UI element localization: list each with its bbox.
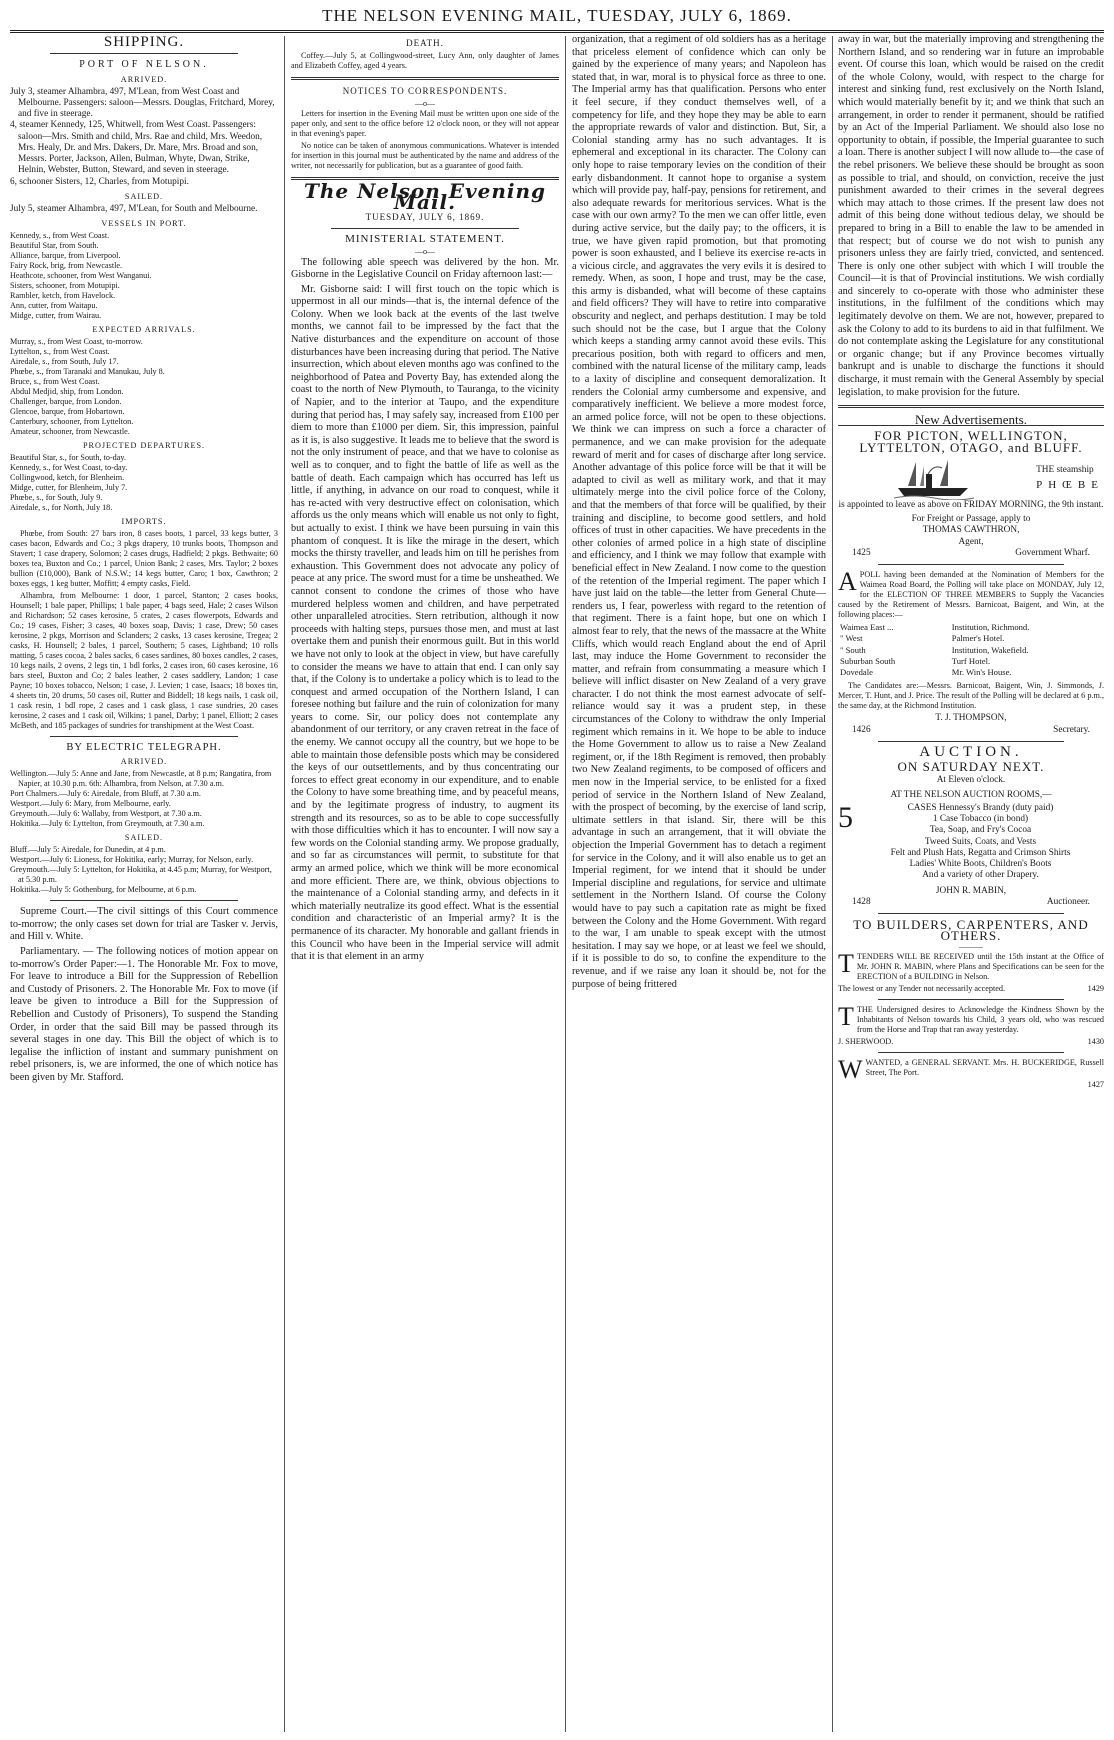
vessels-label: VESSELS IN PORT. <box>101 219 187 228</box>
divider <box>878 1052 1064 1053</box>
auctioneer-role: Auctioneer. <box>1046 896 1090 907</box>
list-item: Phœbe, s., from Taranaki and Manukau, July 8. <box>10 367 165 376</box>
list-item: Ladies' White Boots, Children's Boots <box>909 859 1052 870</box>
telegraph-heading: BY ELECTRIC TELEGRAPH. <box>66 742 222 753</box>
supreme-court-text: Supreme Court.—The civil sittings of this Court commence to-morrow; the only cases set down for trial are Tasker v. Jervis, and Hill v. White. <box>10 906 278 943</box>
notices-heading: NOTICES TO CORRESPONDENTS. <box>342 86 508 97</box>
steamer-headline: FOR PICTON, WELLINGTON, LYTTELTON, OTAGO, and BLUFF. <box>859 428 1083 455</box>
thanks-signer: J. SHERWOOD. <box>838 1036 894 1046</box>
auction-where: AT THE NELSON AUCTION ROOMS,— <box>890 789 1052 800</box>
location-cell: Palmer's Hotel. <box>951 633 1005 644</box>
list-item: Canterbury, schooner, from Lyttelton. <box>10 417 134 426</box>
divider <box>331 228 519 229</box>
district-cell: Suburban South <box>840 655 896 666</box>
projected-label: PROJECTED DEPARTURES. <box>82 441 206 450</box>
district-cell: Dovedale <box>840 667 873 678</box>
list-item: Glencoe, barque, from Hobartown. <box>10 407 125 416</box>
imports-text: Alhambra, from Melbourne: 1 door, 1 parcel, Stanton; 2 cases books, Hounsell; 1 bale paper, Phillips; 1 bale paper, 4 bags seed, Hale; 2 cases Wilson and Richardson; 52 cases kerosine, 5 crates, 2 cases flowerpots, Edwards and Co.; 19 cases, Fisher; 3 cases, 40 boxes soap, Davis; 1 case, Drew; 50 cases kerosine, 2 pkgs, Morrison and Sclanders; 2 casks, 13 cases kerosine, Tregea; 2 casks, H. Hounsell; 2 bales, 1 parcel, Southern; 5 cases, Lightband; 10 rolls matting, 5 cases cocoa, 2 bales sacks, 6 cases sardines, 80 boxes candles, 2 cases, 10 kegs nails, 2 ovens, 2 legs tin, 1 bdl forks, 2 cases iron, 60 cases kerosine, 16 bars steel, Buxton and Co; 2 bales leather, 2 cases saddlery, Landon; 1 case Payne; 10 boxes tobacco, Nelson; 1 case, J. Levien; 1 case, Isaacs; 18 boxes tin, 4 sheets tin, 20 drums, 50 cases oil, Rutter and Biddell; 18 kegs nails, 1 cask oil, 1 cask resin, 1 bdl rope, 2 cases and 1 cask glass, 1 case sundries, 20 cases kerosine, 2 cases and 1 cask oil, Wilkins; 1 panel, Darby; 1 panel, Elliott; 2 cases McBeth, and 185 packages of sundries for transhipment at the West Coast. <box>10 591 278 730</box>
list-item: And a variety of other Drapery. <box>922 870 1039 881</box>
projected-list <box>10 453 278 513</box>
thanks-text: THE Undersigned desires to Acknowledge the Kindness Shown by the Inhabitants of Nelson towards his Child, 3 years old, who was rescued from the Horse and Trap that ran away yesterday. <box>856 1004 1104 1034</box>
thanks-ad: TTHE Undersigned desires to Acknowledge the Kindness Shown by the Inhabitants of Nelson towards his Child, 3 years old, who was rescued from the Horse and Trap that ran away yesterday. J. SHERWOOD. 1430 <box>838 1001 1104 1046</box>
imports-text: Phœbe, from South: 27 bars iron, 8 cases boots, 1 parcel, 33 kegs butter, 3 cases bacon, Edwards and Co.; 3 pkgs drapery, 10 trunks boots, Thompson and Stavert; 1 case drapery, Solomon; 2 cases drugs, Hadfield; 2 pkgs. Bethwaite; 60 boxes tea, Buxton and Co.; 1 parcel, Union Bank; 2 cases, Mrs. Taylor; 2 boxes bullion (£10,000), Bank of N.S.W.; 14 kegs butter, Caro; 1 box, Cawthron; 2 boxes eggs, 1 keg butter, Moffitt; 4 empty casks, Field. <box>10 529 278 588</box>
list-item: Beautiful Star, from South. <box>10 241 99 250</box>
list-item: Amateur, schooner, from Newcastle. <box>10 427 130 436</box>
list-item: Hokitika.—July 5: Gothenburg, for Melbourne, at 6 p.m. <box>10 885 197 895</box>
list-item: Phœbe, s., for South, July 9. <box>10 493 103 502</box>
death-heading: DEATH. <box>406 38 444 48</box>
paper-title: The Nelson Evening Mail. <box>303 178 547 214</box>
list-item: Midge, cutter, for Blenheim, July 7. <box>10 483 128 492</box>
wanted-text: WANTED, a GENERAL SERVANT. Mrs. H. BUCKERIDGE, Russell Street, The Port. <box>865 1057 1104 1077</box>
list-item: Beautiful Star, s., for South, to-day. <box>10 453 127 462</box>
list-item: Collingwood, ketch, for Blenheim. <box>10 473 125 482</box>
ship-name: PHŒBE <box>1036 478 1104 491</box>
candidates-text: The Candidates are:—Messrs. Barnicoat, Baigent, Win, J. Simmonds, J. Mercer, T. Hunt, and J. Price. The result of the Polling will be declared at 6 p.m., the same day, at the Richmond Institution. <box>838 681 1104 711</box>
list-item: Ann, cutter, from Waitapu. <box>10 301 98 310</box>
list-item: Port Chalmers.—July 6: Airedale, from Bluff, at 7.30 a.m. <box>10 789 201 799</box>
list-item: Greymouth.—July 6: Wallaby, from Westport, at 7.30 a.m. <box>10 809 202 819</box>
column-3 <box>572 34 826 1734</box>
shipping-heading: SHIPPING. <box>103 34 185 50</box>
list-item: Hokitika.—July 6: Lyttelton, from Greymouth, at 7.30 a.m. <box>10 819 205 829</box>
steamer-line1: THE steamship <box>1036 464 1094 475</box>
poll-places-table <box>838 622 1104 678</box>
auction-time: At Eleven o'clock. <box>936 775 1006 786</box>
divider <box>878 913 1064 914</box>
builders-ad: TO BUILDERS, CARPENTERS, AND OTHERS. ——— TTENDERS WILL BE RECEIVED until the 15th instant at the Office of Mr. JOHN R. MABIN, where Plans and Specifications can be seen for the ERECTION of a BUILDING in Nelson. The lowest or any Tender not necessarily accepted. 1429 <box>838 917 1104 993</box>
telegraph-sailed-list <box>10 845 278 895</box>
column-divider <box>832 36 833 1732</box>
district-cell: " South <box>840 644 866 655</box>
list-item: Fairy Rock, brig, from Newcastle. <box>10 261 123 270</box>
telegraph-arrived-list <box>10 769 278 829</box>
list-item: Wellington.—July 5: Anne and Jane, from Newcastle, at 8 p.m; Rangatira, from Napier, at 10.30 p.m. 6th: Alhambra, from Nelson, at 7.30 a.m. <box>10 769 272 789</box>
ornament: ——— <box>959 941 983 951</box>
ad-number: 1430 <box>1087 1036 1104 1046</box>
ad-number: 1425 <box>852 547 871 558</box>
list-item: Challenger, barque, from London. <box>10 397 122 406</box>
list-item: Murray, s., from West Coast, to-morrow. <box>10 337 143 346</box>
list-item: Bruce, s., from West Coast. <box>10 377 100 386</box>
divider <box>878 564 1064 565</box>
poll-signer-role: Secretary. <box>1053 724 1090 735</box>
column-1 <box>10 34 278 1734</box>
builders-title: TO BUILDERS, CARPENTERS, AND OTHERS. <box>853 917 1089 944</box>
list-item: Tweed Suits, Coats, and Vests <box>924 836 1037 847</box>
divider <box>878 999 1064 1000</box>
list-item: Kennedy, s., for West Coast, to-day. <box>10 463 128 472</box>
list-item: Greymouth.—July 5: Lyttelton, for Hokitika, at 4.45 p.m; Murray, for Westport, at 5.30 p.m. <box>10 865 272 885</box>
ad-number: 1428 <box>852 896 871 907</box>
auction-ad <box>838 743 1104 908</box>
freight-line: For Freight or Passage, apply to <box>911 514 1031 525</box>
notices-text: No notice can be taken of anonymous communications. Whatever is intended for insertion in this journal must be authenticated by the name and address of the writer, not necessarily for publication, but as a guarantee of good faith. <box>291 140 559 170</box>
ministerial-intro: The following able speech was delivered by the hon. Mr. Gisborne in the Legislative Council on Friday afternoon last:— <box>291 256 559 281</box>
ministerial-text-continued: organization, that a regiment of old soldiers has as a heritage that priceless element of confidence which can only be gained by the experience of many years; and Napoleon has stated that, in war, moral is to physical force as three to one. The Imperial army has that qualification. Persons who enter it feel secure, if they conduct themselves well, of a competency for life, and they hope they may be able to earn the appropriate rewards of valor and distinction. But, Sir, a Colonial standing army has no such advantages. It is ephemeral and exceptional in its character. The Colony can only hope to raise temporary levies on the condition of their early disbandonment. It cannot hope to organise a system which will provide pay, half-pay, pensions for retirement, and also adequate rewards for meritorious services. What is the case with our own army? To the men we can offer little, even during active service, but the daily pay; to the officers, it is true, we have given rapid promotion, but that promoting power is soon exhausted, and I believe its exercise re-acts in a vicious circle, and aggravates the very evils it is desired to remedy. When, as soon, I hope and trust, may be the case, this army is disbanded, what will become of these captains and field officers? They will have to retire into comparative obscurity and neglect, and perhaps destitution. I may be told such should not be the case, but I argue that the Colony which keeps a standing army cannot avoid these evils. This precarious position, both with regard to officers and men, combined with the natural license of the military camp, leads to a laxity of discipline and consequent demoralization. It renders the Colonial army cumbersome and expensive, and comparatively inefficient. We believe a more modest force, an armed police force, will not be open to these objections. We think we can impress on such a force a character of permanence, and we can make provision for the adequate reward of merit and for cases of discharge after long service. Another advantage of this police force will be that it will be adapted to civil as well as military work, and that it may ultimately merge into the civil police force of the Colony, and that the members of that force will be qualified, by their training and discipline, to become good settlers, and hold offices of trust in other capacities. We have precedents in the other colonies of armed police in a high state of discipline and efficiency, and I think we may follow that example with beneficial effect in New Zealand. I now come to the question of the retention of the Imperial regiment. The paper which I have just laid on the table—the letter from General Chute—renders us, I fear, powerless with regard to the retention of that regiment. There is a faint hope, but one on which I almost fear to rely, that the news of the massacre at the White Cliffs, which would reach England about the end of April last, may induce the Home Government to reconsider the matter, and refrain from consummating a measure which I believe will inflict disaster on New Zealand of a very grave character. I do not think the most earnest advocate of self-reliance would say it was a prudent step, in these circumstances of the Colony to withdraw the only Imperial regiment which remains in it. We hope to be able to induce the Home Government to allow us to raise a New Zealand regiment, or, if the 18th Regiment is removed, then probably two New Zealand regiments, to be composed of officers and men now in the Imperial service, to be enlisted for a fixed period of service in the Northern Island of New Zealand, with the prospect of becoming, by the exercise of land scrip, ultimate settlers in that island. Sir, there will be this advantage in such an arrangement, that it will obviate the objection the Imperial Government has to detach a regiment for service in the Colony, and it will also enable us to get an Imperial regiment, for we intend that it should be under Imperial discipline and regulations, for service and ultimate settlement in the Northern Island. Of course the Colony would have to pay such a capitation rate as might be fixed between the Colony and the Home Government. With regard to the war, I am unable to speak except with the utmost hesitation. I may say we hope, or at least we feel we should, if it is possible to do so, to confine the expenditure to the revenue, and if we raise any loan it should be, not for the purpose of being frittered <box>572 34 826 990</box>
list-item: Tea, Soap, and Fry's Cocoa <box>929 825 1032 836</box>
sailed-label: SAILED. <box>124 191 164 201</box>
divider <box>878 741 1064 742</box>
list-item: Heathcote, schooner, from West Wanganui. <box>10 271 152 280</box>
poll-text: POLL having been demanded at the Nomination of Members for the Waimea Road Board, the Polling will take place on MONDAY, July 12, for the ELECTION OF THREE MEMBERS to Supply the Vacancies caused by the Retirement of Messrs. Barnicoat, Baigent, and Win, at the following places:— <box>838 570 1104 620</box>
divider <box>838 405 1104 408</box>
vessels-list <box>10 231 278 321</box>
port-heading: PORT OF NELSON. <box>79 59 209 71</box>
builders-text: TENDERS WILL BE RECEIVED until the 15th instant at the Office of Mr. JOHN R. MABIN, where Plans and Specifications can be seen for the ERECTION of a BUILDING in Nelson. <box>856 951 1104 981</box>
expected-list <box>10 337 278 437</box>
ministerial-text: Mr. Gisborne said: I will first touch on the topic which is uppermost in all our minds—that is, the internal defence of the Colony. When we look back at the events of the last twelve months, we cannot fail to be impressed by the fact that the Native disturbances and the expenditure on account of those disturbances have been increasing during that period. The Native insurrection, which about eleven months ago was confined to the neighborhood of Patea and Poverty Bay, has extended along the coast to the north of New Plymouth, to Tauranga, to the vicinity of Napier, and to the interior at Taupo, and the expenditure during that period has, I may safely say, increased from £100 per diem to more than £1000 per diem. Sir, this impression, painful as it is, is also suggestive. It leads me to believe that the sword is not the only instrument of peace, and that we have to colonise as well as to conquer, and to fight the battle of life as well as the battle of death. Each campaign which has occurred has left us little, if anything, in advance on our road to conquest, while it has re-acted with very destructive effect on colonisation, which affords us the only means which will enable us not only to fight, but actually to exist. I think we have been pursuing in vain this phantom of conquest. It is like the mirage in the desert, which mocks the thirsty traveller, and leads him on till he perishes from exhaustion. This Government does not advocate any policy of peace at any price. The sword must for a time be unsheathed. We cannot consent to condone the crimes of those who have murdered helpless women and children, and have perpetrated other unparalleled atrocities. Stern retribution, although it now proceeds with halting steps, pursues those men, and must at last overtake them and punish their enormous guilt. But in this world we have not only to look at the object in view, but have carefully to consider the means we have to attain that end. I can only say that, if the Colony is to undertake a policy which is to lead to the conquest and armed occupation of the Northern Island, I can foresee nothing but failure and the ruin of colonization for many years to come. Sir, our policy does not contemplate any abandonment of our territory, or any craven retreat in the face of the enemy. We cannot occupy all the country, but we hope to be able to maintain those defensible posts which may be considered the keys of our outsettlements, and by thus concentrating our forces to effect great economy in our expenditure, and to enable the Colony to have some breathing time, and by peaceful means, and by the legitimate progress of industry, to augment its strength and its resources, so as to be able to cope successfully with those difficulties which it has to encounter. I will now say a few words on the Colonial standing army. We propose gradually, and so far as circumstances will permit, to substitute for that army an armed police, which we think will be more economical and more efficient. There are, we think, obvious objections to the maintenance of a Colonial standing army, and defects in it which materially neutralize its good effect. What is the essential condition and characteristic of an Imperial army? It is the permanence of its character. My honorable and gallant friends in this Council who have been in the Imperial service will admit that it is that element in an army <box>291 283 559 963</box>
table-row <box>838 622 1104 633</box>
table-row <box>838 667 1104 678</box>
list-item: July 5, steamer Alhambra, 497, M'Lean, for South and Melbourne. <box>10 203 258 214</box>
ad-number: 1426 <box>852 724 871 735</box>
list-item: Sisters, schooner, from Motupipi. <box>10 281 120 290</box>
builders-note: The lowest or any Tender not necessarily accepted. <box>838 983 1006 993</box>
wanted-ad: WWANTED, a GENERAL SERVANT. Mrs. H. BUCKERIDGE, Russell Street, The Port. 1427 <box>838 1054 1104 1089</box>
list-item: Abdul Medjid, ship, from London. <box>10 387 124 396</box>
paper-date: TUESDAY, JULY 6, 1869. <box>365 212 485 222</box>
ad-number: 1429 <box>1087 983 1104 993</box>
divider <box>50 736 238 737</box>
arrived-list <box>10 87 278 188</box>
column-2 <box>291 34 559 1734</box>
list-item: 6, schooner Sisters, 12, Charles, from Motupipi. <box>10 176 189 187</box>
auction-when: ON SATURDAY NEXT. <box>897 759 1045 775</box>
steamer-ad <box>838 430 1104 559</box>
column-4 <box>838 34 1104 1734</box>
list-item: Airedale, s., for North, July 18. <box>10 503 113 512</box>
location-cell: Turf Hotel. <box>951 655 991 666</box>
list-item: Rambler, ketch, from Havelock. <box>10 291 116 300</box>
table-row <box>838 645 1104 656</box>
masthead-rule-2 <box>10 32 1104 33</box>
list-item: July 3, steamer Alhambra, 497, M'Lean, from West Coast and Melbourne. Passengers: saloon—Messrs. Douglas, Fritchard, Morey, and five in steerage. <box>10 86 275 119</box>
list-item: CASES Hennessy's Brandy (duty paid) <box>907 802 1054 813</box>
column-divider <box>565 36 566 1732</box>
location-cell: Mr. Win's House. <box>951 667 1012 678</box>
imports-label: IMPORTS. <box>121 517 167 526</box>
masthead-rule <box>10 30 1104 31</box>
poll-signer: T. J. THOMPSON, <box>935 713 1007 724</box>
list-item: Airedale, s., from South, July 17. <box>10 357 119 366</box>
telegraph-sailed-label: SAILED. <box>124 833 164 843</box>
district-cell: Waimea East ... <box>840 622 894 633</box>
auction-items <box>857 803 1104 882</box>
district-cell: " West <box>840 633 863 644</box>
auction-qty: 5 <box>838 800 853 834</box>
agent-place: Government Wharf. <box>1015 547 1090 558</box>
list-item: Westport.—July 6: Mary, from Melbourne, early. <box>10 799 171 809</box>
list-item: Kennedy, s., from West Coast. <box>10 231 110 240</box>
agent-role: Agent, <box>958 536 984 547</box>
divider <box>50 53 238 54</box>
table-row <box>838 656 1104 667</box>
list-item: Lyttelton, s., from West Coast. <box>10 347 110 356</box>
steamer-line2: is appointed to leave as above on FRIDAY MORNING, the 9th instant. <box>838 499 1104 510</box>
auctioneer-name: JOHN R. MABIN, <box>935 885 1007 896</box>
list-item: Westport.—July 6: Lioness, for Hokitika, early; Murray, for Nelson, early. <box>10 855 254 865</box>
list-item: Alliance, barque, from Liverpool. <box>10 251 121 260</box>
ad-number: 1427 <box>1087 1079 1104 1089</box>
list-item: Felt and Plush Hats, Regatta and Crimson Shirts <box>890 847 1071 858</box>
expected-label: EXPECTED ARRIVALS. <box>92 325 196 334</box>
death-text: Coffey.—July 5, at Collingwood-street, Lucy Ann, only daughter of James and Elizabeth Coffey, aged 4 years. <box>291 51 559 71</box>
auction-title: AUCTION. <box>919 743 1023 760</box>
location-cell: Institution, Richmond. <box>951 622 1030 633</box>
arrived-label: ARRIVED. <box>120 74 168 84</box>
notices-text: Letters for insertion in the Evening Mail must be written upon one side of the paper only, and sent to the office before 12 o'clock noon, or they will not appear in that evening's paper. <box>291 108 559 138</box>
masthead: THE NELSON EVENING MAIL, TUESDAY, JULY 6, 1869. <box>322 6 792 25</box>
new-advertisements-heading: New Advertisements. <box>838 414 1104 426</box>
ministerial-text-end: away in war, but the materially improving and strengthening the Northern Island, and so rendering war in future an improbable event. Of course this loan, which would be raised on the credit of the whole Colony, would, with respect to the charge for interest and sinking fund, rest exclusively on the North Island, which would materially benefit by it; and we think that such an arrangement, in order to render it permanent, should be ratified by an Act of the Imperial Parliament. We should also lose no opportunity to obtain, if possible, the Imperial guarantee to such a loan. There is another subject I will now allude to—the case of the rebel prisoners. We believe these should be brought as soon as possible to trial, and should, on conviction, receive the just punishment awarded to their crimes in the several degrees which may attach to those crimes. If the present law does not admit of this being done without tedious delay, we should be prepared to bring in a Bill to enable the law to be amended in that respect; but of course we do not wish to punish any prisoners unless they are fairly tried, convicted, and sentenced. There is only one other subject with which I will trouble the Council—it is that of Provincial institutions. We wish cordially and sincerely to co-operate with those who administer these institutions, in the fulfilment of the conditions which may legitimately devolve on them. We are not, however, prepared to ask the Colony to add to its burdens to aid in that fulfilment. We do not contemplate asking the Legislature for any constitutional or organic change; but if any Province becomes virtually bankrupt and is unable to discharge the functions it should discharge, it must remain with the General Assembly by special legislation, to make provision for the future. <box>838 34 1104 398</box>
table-row <box>838 633 1104 644</box>
agent-name: THOMAS CAWTHRON, <box>922 525 1020 536</box>
ministerial-heading: MINISTERIAL STATEMENT. <box>345 233 505 246</box>
poll-ad: APOLL having been demanded at the Nomination of Members for the Waimea Road Board, the Polling will take place on MONDAY, July 12, for the ELECTION OF THREE MEMBERS to Supply the Vacancies caused by the Retirement of Messrs. Barnicoat, Baigent, and Win, at the following places:— Waimea East ... Institution, Richmond. " West Palmer's Hotel. " South Institution, Wakefield. Suburban South Turf Hotel. Dovedale Mr. Win's House. The Candidates are:—Messrs. Barnicoat, Baigent, Win, J. Simmonds, J. Mercer, T. Hunt, and J. Price. The result of the Polling will be declared at 6 p.m., the same day, at the Richmond Institution. T. J. THOMPSON, 1426 Secretary. <box>838 567 1104 735</box>
steamship-icon <box>894 456 974 500</box>
list-item: Bluff.—July 5: Airedale, for Dunedin, at 4 p.m. <box>10 845 166 855</box>
divider <box>50 900 238 901</box>
column-divider <box>284 36 285 1732</box>
list-item: 1 Case Tobacco (in bond) <box>932 814 1029 825</box>
ornament: —o— <box>415 246 435 256</box>
divider <box>291 77 559 80</box>
telegraph-arrived-label: ARRIVED. <box>120 757 168 767</box>
list-item: 4, steamer Kennedy, 125, Whitwell, from West Coast. Passengers: saloon—Mrs. Smith and child, Mrs. Rae and child, Mrs. Weedon, Mrs. Healy, Dr. and Mrs. Dakers, Dr. Mare, Mrs. Broad and son, Messrs. Porter, Jackson, Allen, Bulman, Whyte, Dwan, Strike, Helnin, Webster, Button, Steward, and seven in steerage. <box>10 120 263 176</box>
ornament: —o— <box>415 98 435 108</box>
location-cell: Institution, Wakefield. <box>951 644 1029 655</box>
list-item: Midge, cutter, from Wairau. <box>10 311 102 320</box>
parliamentary-text: Parliamentary. — The following notices of motion appear on to-morrow's Order Paper:—1. The Honorable Mr. Fox to move, For leave to introduce a Bill for the Suppression of Rebellion and Custody of Prisoners. 2. The Honorable Mr. Fox to move (if leave be given to introduce a Bill for the Suppression of Rebellion and Custody of Prisoners), To suspend the Standing Order, in order that the said Bill may be passed through its several stages in one day. This Bill the object of which is to legalise the infliction of instant and summary punishment on rebel prisoners, is, we are informed, the one of which notice has been given by Mr. Stafford. <box>10 946 278 1083</box>
